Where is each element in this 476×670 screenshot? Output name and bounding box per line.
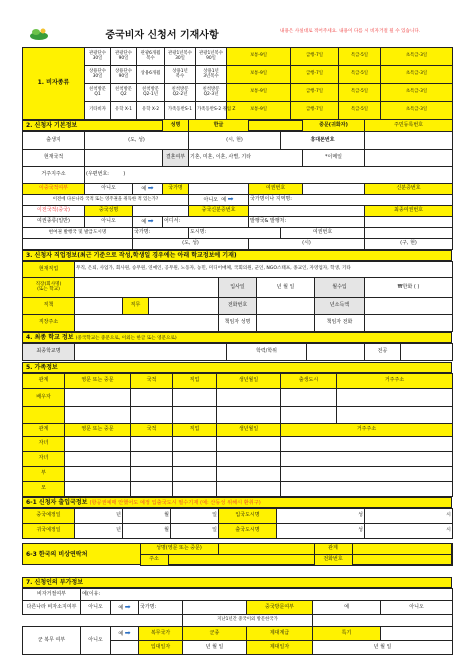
child-header-cell: 거주주소 [281,424,453,437]
father-job[interactable] [173,407,217,424]
issue-city-field[interactable]: 도시명: [189,228,281,239]
section-family [22,362,452,373]
military-yes[interactable]: 예 ➡ [111,627,139,641]
duty-label: 직무 [123,298,149,315]
exit-year[interactable]: 년 [75,524,123,539]
child-relation: 자녀 [23,452,65,467]
section-note: (중국학교는 중문으로, 이외는 한글 또는 영문으로) [75,336,177,341]
korean-name-field[interactable] [249,120,303,132]
company-address-field[interactable] [75,315,219,332]
branch-label: 군종 [183,627,247,641]
spouse-city[interactable] [281,389,337,407]
issue-country-field[interactable]: 국가명: [133,228,189,239]
salary-field[interactable]: ₩한화 ( ) [365,278,453,298]
arrow-right-icon: ➡ [147,217,154,226]
visa-option[interactable]: 특급-5일 [339,66,381,84]
child-field[interactable] [131,467,173,482]
position-label: 직책 [23,298,75,315]
passport-issuer-value[interactable] [365,217,453,228]
child-relation: 자녀 [23,437,65,452]
major-label: 전공 [365,344,401,361]
section-title: 2. 신청자 기본정보 [26,122,78,129]
family-header-cell: 거주주소 [337,374,453,389]
exit-month[interactable]: 월 [123,524,171,539]
section-note: (항공권예매 안했어도 예정 입출국도시 필수기재 (예: 산동성 위해시 환취구) [89,500,261,506]
visa-option[interactable]: 초특급-3일 [381,102,453,120]
section-title: 3. 신청자 직업정보(최근 기준으로 작성,학생일 경우에는 아래 학교정보에 기재) [26,252,237,259]
child-relation: 부 [23,467,65,482]
contact-table [22,543,453,566]
korean-label: 한글 [189,120,249,132]
current-job-label: 현재직업 [23,262,75,278]
visa-option-extra: 취업 Z [221,107,236,113]
visa-option[interactable]: 초특급-3일 [381,66,453,84]
child-field[interactable] [131,452,173,467]
child-field[interactable] [217,452,281,467]
child-field[interactable] [281,482,453,497]
visa-type-table [22,47,453,120]
discharge-date[interactable]: 년 월 일 [313,641,453,655]
company-phone-field[interactable] [257,298,315,315]
manager-phone-label: 책임자 전화 [315,315,365,332]
visa-option[interactable]: 유학 X-2 [137,102,165,120]
former-nationality-question: 이전에 다른나라 국적 또는 영주권을 취득한 적 있는가? [23,195,189,206]
visa-option[interactable]: 관광단수 90일 [111,48,137,66]
visa-option[interactable]: 급행-7일 [291,102,339,120]
current-passport-label: 여권번호 [281,228,365,239]
section-title: 7. 신청인의 부가정보 [26,579,84,586]
visa-option[interactable]: 상용단수 90일 [111,66,137,84]
email-field[interactable] [365,150,453,167]
school-table [22,343,453,361]
visa-refused-field[interactable]: 예(이유: [81,589,453,601]
other-visa-label: 다른나라 비자소지여부 [23,601,81,615]
family-header-cell: 직업 [173,374,217,389]
service-country-label: 복무국가 [139,627,183,641]
visa-option[interactable]: 급행-7일 [291,48,339,66]
child-field[interactable] [65,467,131,482]
chinese-id-field[interactable] [249,206,365,217]
dual-passport-field[interactable] [303,184,365,195]
company-address-label: 직장주소 [23,315,75,332]
child-field[interactable] [217,467,281,482]
mobile-label: 휴대폰번호 [281,132,365,150]
visa-option[interactable]: 친척방문 Q2 [111,84,137,102]
marital-label: 결혼여부 [163,150,189,167]
address-label: 거주지주소 [23,167,85,184]
visa-option[interactable]: 관광1년복수 90일 [196,48,227,66]
duty-field[interactable] [149,298,219,315]
child-field[interactable] [131,482,173,497]
arrow-right-icon: ➡ [124,628,131,637]
family-header-cell: 영문 또는 중문 [65,374,131,389]
child-header-cell: 영문 또는 중문 [65,424,131,437]
china-visit-yes[interactable]: 예 [313,601,381,615]
skill-label: 특기 [313,627,381,641]
postcode-text: (우편번호: [86,171,109,178]
spouse-nationality[interactable] [131,389,173,407]
dual-nationality-label: 이중국적여부 [23,184,85,195]
child-field[interactable] [173,482,217,497]
child-field[interactable] [281,437,453,452]
visa-option[interactable]: 가족동반S-2 취업 Z [196,102,227,120]
other-visa-country[interactable]: 국가명: [139,601,183,615]
passport-type-label: 여권종류(일반) [23,217,85,228]
exit-city-label: 출국도시명 [219,524,277,539]
family-header-cell: 국적 [131,374,173,389]
father-address[interactable] [337,407,453,424]
birthplace-province[interactable]: (도, 성) [85,132,189,150]
arrow-right-icon: ➡ [124,602,131,611]
nationality-label: 현재국적 [23,150,85,167]
birthplace-city[interactable]: (시, 현) [189,132,281,150]
entry-city[interactable]: 시 [365,509,453,524]
visa-option[interactable]: 관광6개월 복수 [137,48,165,66]
residence-city[interactable]: (시) [249,239,365,250]
enlist-date[interactable]: 년 월 일 [183,641,247,655]
child-field[interactable] [173,467,217,482]
child-relation: 모 [23,482,65,497]
visa-option[interactable]: 특급-5일 [339,48,381,66]
visa-option[interactable]: 유학 X-1 [111,102,137,120]
chinese-name-label-2: 중국성명 [85,206,133,217]
other-countries-field[interactable] [313,615,453,627]
company-field[interactable] [75,278,219,298]
child-field[interactable] [217,437,281,452]
postcode-close: ) [123,171,126,178]
former-country-field[interactable]: 국가명이나 지역명: [249,195,453,206]
passport-where-field[interactable]: 어디서: [163,217,249,228]
travel-table [22,508,453,539]
other-countries-label: 지난1년간 중국이외 방문한국가 [183,615,313,627]
china-visit-label: 중국방문여부 [247,601,313,615]
applicant-table [22,119,453,250]
annual-income-field[interactable] [365,298,453,315]
other-visa-country-value[interactable] [183,601,247,615]
contact-phone-field[interactable] [352,555,452,566]
company-label: 직장(회사명) (또는 학교) [23,278,75,298]
dual-no[interactable]: 아니오 [85,184,133,195]
annual-income-label: 년소득액 [315,298,365,315]
visa-option[interactable]: 초특급-3일 [381,84,453,102]
child-field[interactable] [65,437,131,452]
section-title: 5. 가족정보 [26,364,58,371]
other-visa-yes[interactable]: 예 ➡ [111,601,139,615]
section-title: 6-3 한국의 비상연락처 [26,551,88,558]
child-field[interactable] [281,452,453,467]
visa-option[interactable]: 보통-9일 [227,84,291,102]
visa-option[interactable]: 초특급-3일 [381,48,453,66]
address-field[interactable] [85,167,453,184]
residence-label [23,239,133,250]
email-label: *이메일 [303,150,365,167]
spouse-address[interactable] [337,389,453,407]
visa-option[interactable]: 특급-5일 [339,84,381,102]
blank-cell [111,641,139,655]
exit-day[interactable]: 일 [171,524,219,539]
arrow-right-icon: ➡ [147,184,154,193]
contact-phone-label: 전화번호 [314,555,352,566]
passport-type-no[interactable]: 아니오 [85,217,133,228]
contact-address-field[interactable] [168,555,314,566]
visa-option[interactable]: 보통-9일 [227,48,291,66]
entry-city-label: 입국도시명 [219,509,277,524]
chinese-name-field[interactable] [133,206,189,217]
resident-number-label: 주민등록번호 [365,120,453,132]
relation-father [23,407,65,424]
position-field[interactable] [75,298,123,315]
rank-label: 제대계급 [247,627,313,641]
school-name-label: 최종학교명 [23,344,75,361]
company-phone-label: 전화번호 [219,298,257,315]
name-label: 성명 [163,120,189,132]
prev-chinese-label: 이전국적(중국) [23,206,85,217]
residence-district[interactable]: (구, 현) [365,239,453,250]
section-extra [22,577,452,588]
child-field[interactable] [281,467,453,482]
chinese-name-label: 중문(귀화자) [303,120,365,132]
children-table [22,423,453,497]
birthplace-label: 출생지 [23,132,85,150]
page-title: 중국비자 신청서 기재사항 [105,30,219,41]
dual-yes[interactable]: 예 ➡ [133,184,163,195]
chinese-id-label: 중국신분증번호 [189,206,249,217]
military-no[interactable]: 아니오 [81,627,111,655]
relation-spouse: 배우자 [23,389,65,407]
degree-field[interactable] [307,344,365,361]
notice-text: 내용은 사실대로 적어주세요. 내용이 다를 시 비자거절 될 수 있습니다. [280,29,421,34]
form-header [22,22,452,48]
visa-option[interactable]: 친척방문 Q1 [85,84,111,102]
china-visit-no[interactable]: 아니오 [381,601,453,615]
visa-option[interactable]: 특급-5일 [339,102,381,120]
visa-option[interactable]: 보통-9일 [227,66,291,84]
child-header-cell: 국적 [131,424,173,437]
military-label: 군 복무 여부 [23,627,81,655]
current-passport-field[interactable] [365,228,453,239]
salary-label: 월수입 [315,278,365,298]
exit-city[interactable]: 시 [365,524,453,539]
family-table [22,373,453,424]
school-name-field[interactable] [75,344,227,361]
marital-options[interactable]: 기혼, 미혼, 이혼, 사별, 기타 [189,150,303,167]
contact-address-label: 주소 [140,555,168,566]
section-school [22,332,452,343]
visa-option[interactable]: 가족동반S-1 [165,102,196,120]
visa-type-label: 1. 비자종류 [23,48,85,120]
extra-table [22,588,453,655]
child-field[interactable] [65,452,131,467]
last-passport-label: 최종여권번호 [365,206,453,217]
child-header-cell: 생년월일 [217,424,281,437]
start-date-label: 입사일 [219,278,257,298]
entry-year[interactable]: 년 [75,509,123,524]
manager-phone-field[interactable] [365,315,453,332]
section-travel [22,497,452,508]
father-nationality[interactable] [131,407,173,424]
family-header-cell: 관계 [23,374,65,389]
visa-option[interactable]: 급행-7일 [291,84,339,102]
visa-refused-label: 비자거절여부 [23,589,81,601]
father-name[interactable] [65,407,131,424]
entry-month[interactable]: 월 [123,509,171,524]
mobile-field[interactable] [365,132,453,150]
manager-name-label: 책임자 성명 [219,315,257,332]
section-title: 6-1 신청자 출입국정보 [26,499,88,506]
child-field[interactable] [173,437,217,452]
discharge-label: 제대일자 [247,641,313,655]
entry-date-label: 중국예정일 [23,509,75,524]
child-field[interactable] [173,452,217,467]
spouse-birth[interactable] [217,389,281,407]
visa-option[interactable]: 친척방문 Q2-1년 [137,84,165,102]
child-header-cell: 관계 [23,424,65,437]
visa-option[interactable]: 보통-9일 [227,102,291,120]
visa-option[interactable]: 상용1년 복수 [165,66,196,84]
contact-relation-field[interactable] [352,544,452,555]
section-job [22,250,452,261]
manager-name-field[interactable] [257,315,315,332]
child-header-cell: 직업 [173,424,217,437]
section-title: 4. 최종 학교 정보 [26,334,74,341]
exit-date-label: 귀국예정일 [23,524,75,539]
start-date-field[interactable]: 년 월 일 [257,278,315,298]
id-number-label: 신분증번호 [365,184,453,195]
father-birth[interactable] [217,407,281,424]
passport-type-yes[interactable]: 예 ➡ [133,217,163,228]
visa-option[interactable]: 상용단수 30일 [85,66,111,84]
other-visa-no[interactable]: 아니오 [81,601,111,615]
spouse-name[interactable] [65,389,131,407]
logo-icon [28,26,50,42]
visa-option[interactable]: 친척방문 Q2-3년 [196,84,227,102]
exit-province[interactable]: 성 [277,524,365,539]
father-city[interactable] [281,407,337,424]
child-field[interactable] [65,482,131,497]
former-nationality-answer[interactable]: 아니오 예 ➡ [189,195,249,206]
contact-name-field[interactable] [218,544,314,555]
entry-day[interactable]: 일 [171,509,219,524]
residence-province[interactable]: (도, 성) [133,239,249,250]
visa-option[interactable]: 친척방문 Q2-2년 [165,84,196,102]
major-field[interactable] [401,344,453,361]
visa-option[interactable]: 관광단수 30일 [85,48,111,66]
dual-country-label: 국가명 [163,184,189,195]
issue-place-label: 현여권 발행국 및 발급도시명 [23,228,133,239]
job-table [22,261,453,332]
visa-option[interactable]: 상용6개월 [137,66,165,84]
family-header-cell: 출생도시 [281,374,337,389]
skill-field[interactable] [381,627,453,641]
visa-option[interactable]: 상용1년 3년복수 [196,66,227,84]
enlist-label: 입대일자 [139,641,183,655]
dual-passport-label: 여권번호 [249,184,303,195]
entry-province[interactable]: 성 [277,509,365,524]
job-options[interactable]: 무직, 은퇴, 사업가, 회사원, 승무원, 연예인, 공무원, 노동자, 농민, 미디어매체, 국회의원, 군인, NGO스태프, 종교인, 자영업자, 학생, 기타 [75,262,453,278]
spouse-job[interactable] [173,389,217,407]
nationality-field[interactable] [85,150,163,167]
child-field[interactable] [217,482,281,497]
dual-country-field[interactable] [189,184,249,195]
arrow-right-icon: ➡ [227,195,234,204]
contact-name-label: 성명(영문 또는 중문) [140,544,218,555]
contact-relation-label: 관계 [314,544,352,555]
family-header-cell: 생년월일 [217,374,281,389]
child-field[interactable] [131,437,173,452]
visa-option[interactable]: 급행-7일 [291,66,339,84]
visa-option[interactable]: 관광1년복수 30일 [165,48,196,66]
passport-issuer-field[interactable]: 발행국& 발행처: [249,217,365,228]
visa-option[interactable]: 기타비자 [85,102,111,120]
degree-label: 학력/학위 [227,344,307,361]
